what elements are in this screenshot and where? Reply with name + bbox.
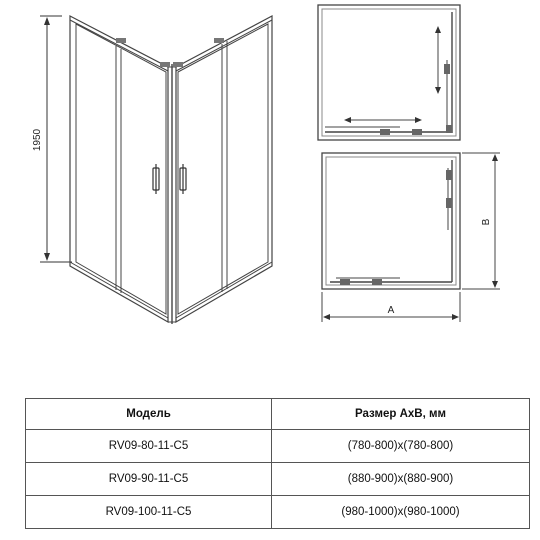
table-row xyxy=(26,496,530,529)
size-cell: (980-1000)x(980-1000) xyxy=(272,496,530,529)
size-cell: (780-800)x(780-800) xyxy=(272,430,530,463)
height-dimension xyxy=(40,16,72,262)
size-cell: (880-900)x(880-900) xyxy=(272,463,530,496)
door-handle-right xyxy=(180,164,186,194)
depth-label: B xyxy=(481,218,492,226)
column-header-size: Размер AxB, мм xyxy=(272,399,530,430)
spec-table xyxy=(25,398,530,529)
plan-view-opening xyxy=(318,5,460,140)
enclosure-perspective-view xyxy=(70,16,272,324)
column-header-model: Модель xyxy=(26,399,272,430)
height-label: 1950 xyxy=(32,128,43,152)
model-cell: RV09-90-11-C5 xyxy=(26,463,272,496)
plan-view-dimensions xyxy=(322,153,500,322)
width-label: A xyxy=(387,305,395,316)
model-cell: RV09-80-11-C5 xyxy=(26,430,272,463)
table-row xyxy=(26,463,530,496)
model-cell: RV09-100-11-C5 xyxy=(26,496,272,529)
table-row xyxy=(26,430,530,463)
door-handle-left xyxy=(153,164,159,194)
table-header-row xyxy=(26,399,530,430)
